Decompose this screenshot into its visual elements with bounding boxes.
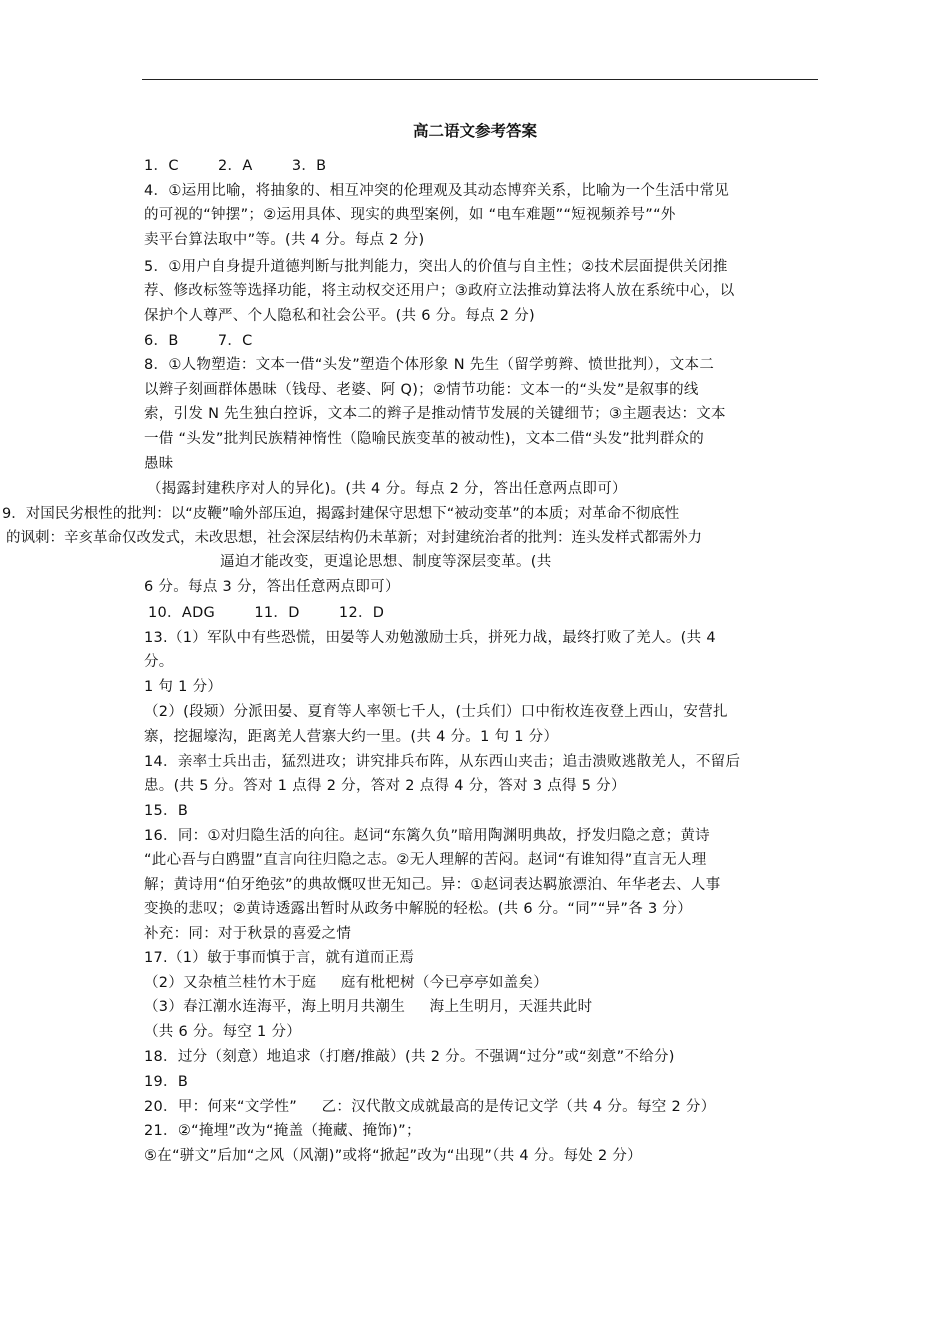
answer-line: （揭露封建秩序对人的异化)。(共 4 分。每点 2 分，答出任意两点即可） xyxy=(147,481,627,497)
answer-line: （2）(段颎）分派田晏、夏育等人率领七千人，(士兵们）口中衔枚连夜登上西山，安营扎 xyxy=(144,704,728,720)
answer-line: 19．B xyxy=(144,1074,189,1090)
answer-line: 14．亲率士兵出击，猛烈进攻；讲究排兵布阵，从东西山夹击；追击溃败逃散羌人，不留后 xyxy=(144,754,741,770)
header-rule xyxy=(142,79,818,80)
page-title: 高二语文参考答案 xyxy=(412,122,537,140)
answer-line: （2）又杂植兰桂竹木于庭 庭有枇杷树（今已亭亭如盖矣） xyxy=(144,975,549,991)
answer-line: 9．对国民劣根性的批判：以“皮鞭”喻外部压迫，揭露封建保守思想下“被动变革”的本质；对革命不彻底性 xyxy=(2,506,680,522)
answer-line: 21．②“掩埋”改为“掩盖（掩藏、掩饰)”； xyxy=(144,1123,421,1139)
answer-line: 6．B 7．C xyxy=(144,333,253,349)
answer-line: 15．B xyxy=(144,803,189,819)
answer-line: 的可视的“钟摆”；②运用具体、现实的典型案例，如 “电车难题”“短视频养号”“外 xyxy=(144,207,676,223)
answer-line: 8．①人物塑造：文本一借“头发”塑造个体形象 N 先生（留学剪辫、愤世批判），文本二 xyxy=(144,357,715,373)
answer-line: 18．过分（刻意）地追求（打磨/推敲）(共 2 分。不强调“过分”或“刻意”不给分) xyxy=(144,1049,675,1065)
answer-line: 以辫子刻画群体愚昧（钱母、老婆、阿 Q)；②情节功能：文本一的“头发”是叙事的线 xyxy=(144,382,699,398)
answer-line: 荐、修改标签等选择功能，将主动权交还用户；③政府立法推动算法将人放在系统中心，以 xyxy=(144,283,735,299)
answer-line: 13.（1）军队中有些恐慌，田晏等人劝勉激励士兵，拼死力战，最终打败了羌人。(共 4 xyxy=(144,630,716,646)
answer-line: 4．①运用比喻，将抽象的、相互冲突的伦理观及其动态博弈关系，比喻为一个生活中常见 xyxy=(144,183,730,199)
answer-line: 10．ADG 11．D 12．D xyxy=(148,605,385,621)
answer-line: 寨，挖掘壕沟，距离羌人营寨大约一里。(共 4 分。1 句 1 分） xyxy=(144,729,559,745)
answer-line: 愚昧 xyxy=(144,456,174,472)
answer-line: 1．C 2．A 3．B xyxy=(144,158,327,174)
answer-line: ⑤在“骈文”后加“之风（风潮)”或将“掀起”改为“出现”（共 4 分。每处 2 分） xyxy=(144,1148,642,1164)
answer-line: 20．甲：何来“文学性” 乙：汉代散文成就最高的是传记文学（共 4 分。每空 2 分） xyxy=(144,1099,716,1115)
answer-line: 卖平台算法取中”等。(共 4 分。每点 2 分) xyxy=(144,232,425,248)
answer-line: 16．同：①对归隐生活的向往。赵词“东篱久负”暗用陶渊明典故，抒发归隐之意；黄诗 xyxy=(144,828,710,844)
answer-line: 逼迫才能改变，更遑论思想、制度等深层变革。(共 xyxy=(220,554,552,570)
answer-line: 索，引发 N 先生独白控诉，文本二的辫子是推动情节发展的关键细节；③主题表达：文本 xyxy=(144,406,726,422)
answer-line: “此心吾与白鸥盟”直言向往归隐之志。②无人理解的苦闷。赵词“有谁知得”直言无人理 xyxy=(144,852,707,868)
answer-line: 患。(共 5 分。答对 1 点得 2 分，答对 2 点得 4 分，答对 3 点得 5 分） xyxy=(144,778,626,794)
answer-line: 分。 xyxy=(144,654,174,670)
answer-line: 保护个人尊严、个人隐私和社会公平。(共 6 分。每点 2 分) xyxy=(144,308,535,324)
answer-line: 1 句 1 分） xyxy=(144,679,223,695)
answer-line: 补充：同：对于秋景的喜爱之情 xyxy=(144,926,352,942)
answer-line: 5．①用户自身提升道德判断与批判能力，突出人的价值与自主性；②技术层面提供关闭推 xyxy=(144,259,728,275)
answer-line: 一借 “头发”批判民族精神惰性（隐喻民族变革的被动性)，文本二借“头发”批判群众的 xyxy=(144,431,705,447)
answer-line: （3）春江潮水连海平，海上明月共潮生 海上生明月，天涯共此时 xyxy=(144,999,593,1015)
answer-line: 解；黄诗用“伯牙绝弦”的典故慨叹世无知己。异：①赵词表达羁旅漂泊、年华老去、人事 xyxy=(144,877,721,893)
answer-line: 的讽刺：辛亥革命仅改发式，未改思想，社会深层结构仍未革新；对封建统治者的批判：连头发样式都需外力 xyxy=(6,530,702,546)
answer-line: 变换的悲叹；②黄诗透露出暂时从政务中解脱的轻松。(共 6 分。“同”“异”各 3 分） xyxy=(144,901,692,917)
answer-line: （共 6 分。每空 1 分） xyxy=(144,1024,302,1040)
answer-line: 17.（1）敏于事而慎于言，就有道而正焉 xyxy=(144,950,415,966)
answer-line: 6 分。每点 3 分，答出任意两点即可） xyxy=(144,579,400,595)
